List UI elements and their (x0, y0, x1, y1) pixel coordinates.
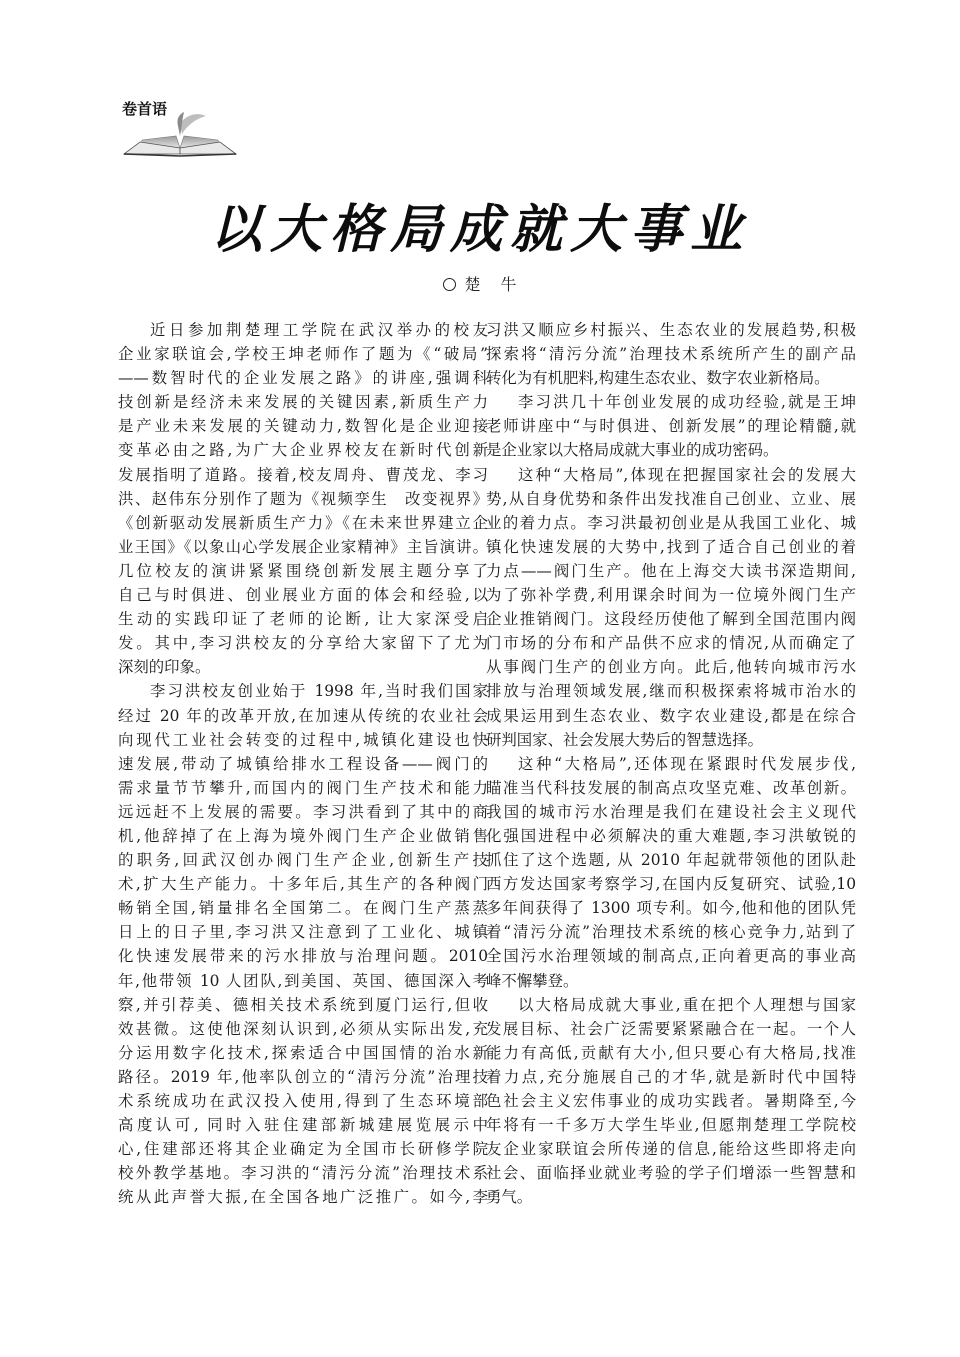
text-line: 变革必由之路,为广大企业界校友在新时代创新 (118, 441, 488, 460)
text-line: 技创新是经济未来发展的关键因素,新质生产力 (118, 393, 488, 412)
text-line: 转化为有机肥料,构建生态农业、数字农业新格局。 (486, 369, 830, 388)
text-line: 速发展,带动了城镇给排水工程设备——阀门的 (118, 754, 488, 773)
text-line: 瞄准当代科技发展的制高点攻坚克难、改革创新。 (486, 778, 856, 797)
text-line: 排放与治理领域发展,继而积极探索将城市治水的 (486, 682, 856, 701)
right-column (486, 318, 856, 1209)
text-line: 峰不懈攀登。 (486, 971, 579, 990)
text-line: 几位校友的演讲紧紧围绕创新发展主题分享了 (118, 561, 488, 580)
author-circle-mark (443, 278, 456, 291)
text-line: 术系统成功在武汉投入使用,得到了生态环境部 (118, 1092, 488, 1110)
text-line: 探索将“清污分流”治理技术系统所产生的副产品 (486, 345, 856, 364)
text-line: 需求量节节攀升,而国内的阀门生产技术和能力 (118, 778, 488, 797)
text-line: 日上的日子里,李习洪又注意到了工业化、城镇 (118, 923, 488, 942)
text-line: 术,扩大生产能力。十多年后,其生产的各种阀门 (118, 875, 488, 894)
text-line: 着“清污分流”治理技术系统的核心竞争力,站到了 (486, 923, 856, 942)
text-line: 心,住建部还将其企业确定为全国市长研修学院 (118, 1140, 488, 1159)
left-column (118, 318, 488, 1209)
text-line: 统从此声誉大振,在全国各地广泛推广。如今,李 (118, 1188, 488, 1207)
open-book-icon (120, 112, 240, 158)
text-line: 近日参加荆楚理工学院在武汉举办的校友 (150, 321, 488, 339)
text-line: 发。其中,李习洪校友的分享给大家留下了尤为 (118, 634, 488, 653)
text-line: 研判国家、社会发展大势后的智慧选择。 (486, 730, 764, 749)
text-line: 企业推销阀门。这段经历使他了解到全国范围内阀 (486, 610, 856, 629)
text-line: 高度认可, 同时入驻住建部新城建展览展示中 (118, 1116, 488, 1135)
text-line: 多年间获得了 1300 项专利。如今,他和他的团队凭 (486, 899, 856, 918)
author-line (0, 272, 960, 295)
author-name-part2: 牛 (500, 275, 517, 294)
text-line: 化强国进程中必须解决的重大难题,李习洪敏锐的 (486, 826, 856, 845)
text-line: 企业家联谊会,学校王坤老师作了题为《“破局” (118, 345, 488, 364)
text-line: 分运用数字化技术,探索适合中国国情的治水新 (118, 1043, 488, 1062)
text-line: 效甚微。这使他深刻认识到,必须从实际出发,充 (118, 1019, 488, 1038)
text-line: 习洪又顺应乡村振兴、生态农业的发展趋势,积极 (486, 321, 856, 339)
text-line: 察,并引荐美、德相关技术系统到厦门运行,但收 (118, 995, 488, 1014)
text-line: 洪、赵伟东分别作了题为《视频孪生 改变视界》 (118, 489, 488, 508)
text-line: 门市场的分布和产品供不应求的情况,从而确定了 (486, 634, 856, 653)
text-line: 以大格局成就大事业,重在把个人理想与国家 (518, 995, 856, 1014)
text-line: 发展目标、社会广泛需要紧紧融合在一起。一个人 (486, 1019, 856, 1038)
text-line: 《创新驱动发展新质生产力》《在未来世界建立企 (118, 513, 488, 532)
text-line: 能力有高低,贡献有大小,但只要心有大格局,找准 (486, 1043, 856, 1062)
text-line: 我国的城市污水治理是我们在建设社会主义现代 (486, 802, 856, 821)
text-line: 生动的实践印证了老师的论断, 让大家深受启 (118, 610, 488, 629)
text-line: 镇化快速发展的大势中,找到了适合自己创业的着 (486, 537, 856, 556)
text-line: 社会、面临择业就业考验的学子们增添一些智慧和 (486, 1164, 856, 1183)
author-name-part1: 楚 (464, 275, 481, 294)
text-line: 西方发达国家考察学习,在国内反复研究、试验,10 (486, 875, 856, 894)
text-line: 的职务,回武汉创办阀门生产企业,创新生产技 (118, 851, 488, 870)
text-line: 友企业家联谊会所传递的信息,能给这些即将走向 (486, 1140, 856, 1159)
text-line: 成果运用到生态农业、数字农业建设,都是在综合 (486, 706, 856, 725)
text-line: 年,他带领 10 人团队,到美国、英国、德国深入考 (118, 971, 488, 990)
text-line: 力点——阀门生产。他在上海交大读书深造期间, (486, 561, 856, 580)
text-line: 是企业家以大格局成就大事业的成功密码。 (486, 441, 779, 460)
text-line: 业的着力点。李习洪最初创业是从我国工业化、城 (486, 513, 856, 532)
text-line: 老师讲座中“与时俱进、创新发展”的理论精髓,就 (486, 417, 856, 436)
text-line: 为了弥补学费,利用课余时间为一位境外阀门生产 (486, 586, 856, 605)
text-line: 自己与时俱进、创业展业方面的体会和经验,以 (118, 586, 488, 605)
text-line: 机,他辞掉了在上海为境外阀门生产企业做销售 (118, 826, 488, 845)
text-line: 年将有一千多万大学生毕业,但愿荆楚理工学院校 (486, 1116, 856, 1135)
text-line: 这种“大格局”,还体现在紧跟时代发展步伐, (518, 754, 856, 773)
text-line: 深刻的印象。 (118, 658, 211, 677)
text-line: 是产业未来发展的关键动力,数智化是企业迎接 (118, 417, 488, 436)
text-line: 业王国》《以象山心学发展企业家精神》主旨演讲。 (118, 537, 488, 556)
text-line: 勇气。 (486, 1188, 533, 1207)
text-line: 全国污水治理领域的制高点,正向着更高的事业高 (486, 947, 856, 966)
text-line: 李习洪几十年创业发展的成功经验,就是王坤 (518, 393, 856, 412)
text-line: 路径。2019 年,他率队创立的“清污分流”治理技 (118, 1067, 488, 1086)
text-line: 畅销全国,销量排名全国第二。在阀门生产蒸蒸 (118, 899, 488, 918)
text-line: 这种“大格局”,体现在把握国家社会的发展大 (518, 465, 856, 484)
text-line: ——数智时代的企业发展之路》的讲座,强调科 (118, 369, 488, 388)
section-label: 卷首语 (122, 100, 168, 118)
text-line: 着力点,充分施展自己的才华,就是新时代中国特 (486, 1067, 856, 1086)
text-line: 色社会主义宏伟事业的成功实践者。暑期降至,今 (486, 1092, 856, 1110)
text-line: 经过 20 年的改革开放,在加速从传统的农业社会 (118, 706, 488, 725)
text-line: 化快速发展带来的污水排放与治理问题。2010 (118, 947, 488, 966)
text-line: 从事阀门生产的创业方向。此后,他转向城市污水 (486, 658, 856, 677)
text-line: 向现代工业社会转变的过程中,城镇化建设也快 (118, 730, 488, 749)
text-line: 抓住了这个选题, 从 2010 年起就带领他的团队赴 (486, 851, 856, 870)
text-line: 校外教学基地。李习洪的“清污分流”治理技术系 (118, 1164, 488, 1183)
article-title: 以大格局成就大事业 (209, 199, 750, 260)
text-line: 势,从自身优势和条件出发找准自己创业、立业、展 (486, 489, 856, 508)
text-line: 远远赶不上发展的需要。李习洪看到了其中的商 (118, 802, 488, 821)
text-line: 发展指明了道路。接着,校友周舟、曹茂龙、李习 (118, 465, 488, 484)
text-line: 李习洪校友创业始于 1998 年,当时我们国家 (150, 682, 488, 701)
